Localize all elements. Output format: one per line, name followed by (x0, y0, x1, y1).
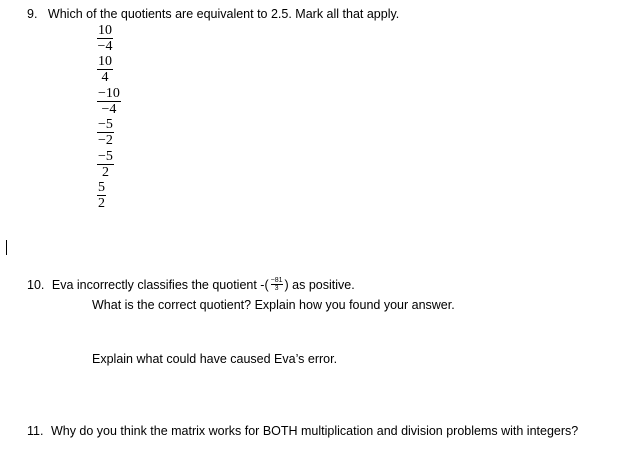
option-fraction[interactable] (97, 150, 114, 180)
question-10 (27, 278, 355, 293)
question-10-prompt-1: What is the correct quotient? Explain how you found your answer. (92, 298, 455, 312)
option-denominator: −4 (101, 102, 117, 117)
question-11 (27, 425, 578, 438)
question-11-text: Why do you think the matrix works for BOTH multiplication and division problems with integers? (50, 424, 579, 438)
question-10-text-before: Eva incorrectly classifies the quotient -( (51, 277, 269, 292)
option-denominator: 2 (101, 165, 109, 180)
question-10-number: 10. (27, 277, 45, 292)
question-9-number: 9. (27, 7, 38, 21)
question-11-number: 11. (27, 424, 44, 438)
option-numerator: 10 (98, 23, 112, 38)
option-fraction[interactable] (97, 87, 121, 117)
question-10-text-after: ) as positive. (284, 277, 355, 292)
option-numerator: −5 (98, 117, 113, 132)
question-9-text: Which of the quotients are equivalent to 2.5. Mark all that apply. (47, 7, 400, 21)
option-numerator: −5 (98, 149, 113, 164)
text-cursor (6, 240, 7, 255)
option-denominator: 4 (101, 70, 109, 85)
question-10-fraction-denominator: 3 (274, 285, 279, 292)
option-fraction[interactable] (97, 181, 106, 211)
option-fraction[interactable] (97, 55, 113, 85)
option-numerator: 5 (98, 180, 105, 195)
question-10-fraction-numerator: −81 (270, 277, 283, 284)
option-denominator: −2 (98, 133, 113, 148)
option-fraction[interactable] (97, 118, 114, 148)
option-denominator: −4 (97, 39, 113, 54)
option-numerator: 10 (98, 54, 112, 69)
option-numerator: −10 (98, 86, 120, 101)
question-9 (27, 8, 399, 21)
question-10-fraction (271, 277, 283, 292)
question-10-prompt-2: Explain what could have caused Eva’s error. (92, 352, 338, 366)
option-denominator: 2 (98, 196, 105, 211)
option-fraction[interactable] (97, 24, 113, 54)
